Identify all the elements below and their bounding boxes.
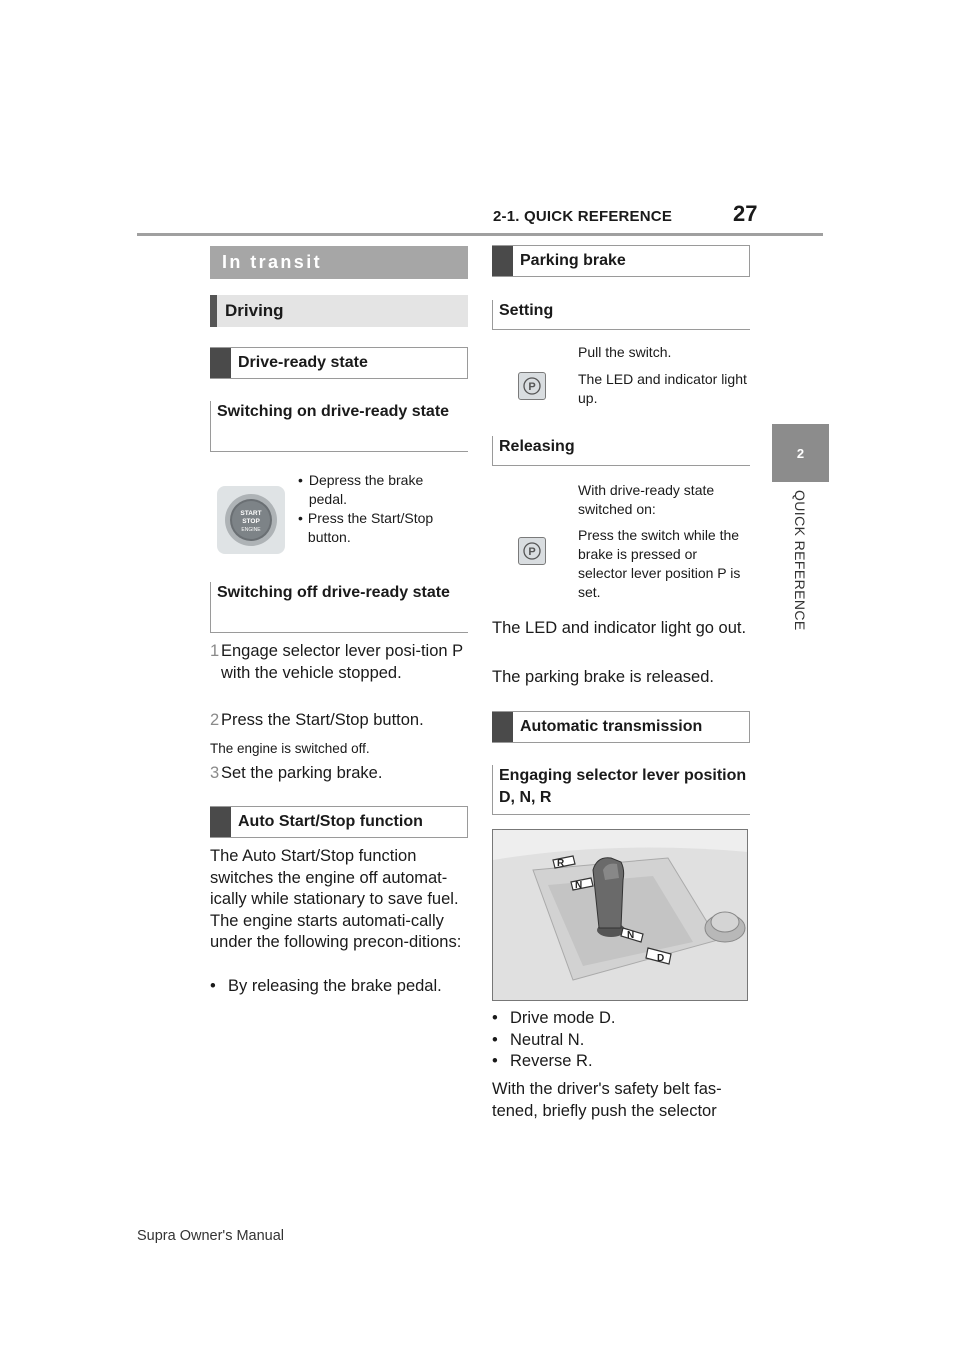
- switch-on-list: [298, 471, 463, 547]
- parking-brake-label: Parking brake: [520, 252, 626, 269]
- chapter-tab[interactable]: 2: [772, 424, 829, 482]
- list-item: • Neutral N.: [492, 1030, 585, 1049]
- drive-ready-label: Drive-ready state: [238, 354, 368, 371]
- selector-lever-drawing: [493, 830, 748, 1001]
- in-transit-heading: In transit: [210, 246, 468, 279]
- engaging-heading: Engaging selector lever position D, N, R: [492, 765, 750, 815]
- start-stop-button-image: [217, 486, 285, 554]
- auto-bullet: • By releasing the brake pedal.: [210, 977, 442, 995]
- selector-lever-illustration: [492, 829, 748, 1001]
- setting-heading: Setting: [492, 300, 750, 330]
- heading-marker: [210, 348, 231, 378]
- heading-marker: [492, 246, 513, 276]
- svg-text:P: P: [528, 546, 536, 558]
- engine-off-note: The engine is switched off.: [210, 741, 370, 756]
- list-item: • Drive mode D.: [492, 1009, 616, 1027]
- switch-on-heading: Switching on drive-ready state: [210, 401, 468, 452]
- list-item: • Reverse R.: [492, 1052, 593, 1070]
- gear-label-r: R: [557, 858, 565, 869]
- gear-label-n-lower: N: [627, 930, 635, 941]
- driving-heading: Driving: [210, 295, 468, 327]
- led-out-text: The LED and indicator light go out.: [492, 619, 747, 637]
- chapter-label: QUICK REFERENCE: [792, 490, 808, 631]
- drive-ready-heading: [210, 347, 468, 379]
- list-item: • Press the Start/Stop button.: [298, 510, 434, 545]
- releasing-heading: Releasing: [492, 436, 750, 466]
- step-1: 1 Engage selector lever posi-tion P with the vehicle stopped.: [210, 642, 463, 682]
- parking-brake-switch-icon: [518, 537, 546, 565]
- list-item: • Depress the brake pedal.: [298, 472, 424, 507]
- final-paragraph: With the driver's safety belt fas-tened, briefly push the selector: [492, 1080, 722, 1120]
- releasing-text: With drive-ready state switched on: Press the switch while the brake is pressed or selector lever position P is set.: [578, 482, 741, 600]
- auto-description: The Auto Start/Stop function switches the engine off automat-ically while stationary to save fuel. The engine starts automati-cally under the following precon-ditions:: [210, 847, 462, 951]
- auto-start-stop-heading: [210, 806, 468, 838]
- header-rule: [137, 233, 823, 236]
- heading-marker: [492, 712, 513, 742]
- page-number: 27: [733, 201, 758, 226]
- section-title: 2-1. QUICK REFERENCE: [493, 208, 673, 225]
- setting-text: Pull the switch. The LED and indicator light up.: [578, 344, 747, 406]
- gear-label-d: D: [657, 953, 665, 964]
- engine-label: ENGINE: [241, 527, 261, 533]
- automatic-transmission-label: Automatic transmission: [520, 718, 703, 735]
- gear-label-n-upper: N: [575, 880, 583, 891]
- svg-text:P: P: [528, 381, 536, 393]
- parking-brake-switch-icon: [518, 372, 546, 400]
- mode-list: [492, 1008, 750, 1073]
- automatic-transmission-heading: [492, 711, 750, 743]
- step-3: 3 Set the parking brake.: [210, 764, 383, 782]
- switch-off-heading: Switching off drive-ready state: [210, 582, 468, 633]
- start-label: START: [240, 510, 262, 517]
- parking-brake-heading: [492, 245, 750, 277]
- stop-label: STOP: [242, 518, 260, 525]
- step-2: 2 Press the Start/Stop button.: [210, 711, 424, 729]
- heading-marker: [210, 807, 231, 837]
- start-stop-button-icon: [217, 486, 285, 554]
- auto-start-stop-label: Auto Start/Stop function: [238, 813, 423, 830]
- footer-manual-name: Supra Owner's Manual: [137, 1228, 285, 1244]
- released-text: The parking brake is released.: [492, 668, 714, 686]
